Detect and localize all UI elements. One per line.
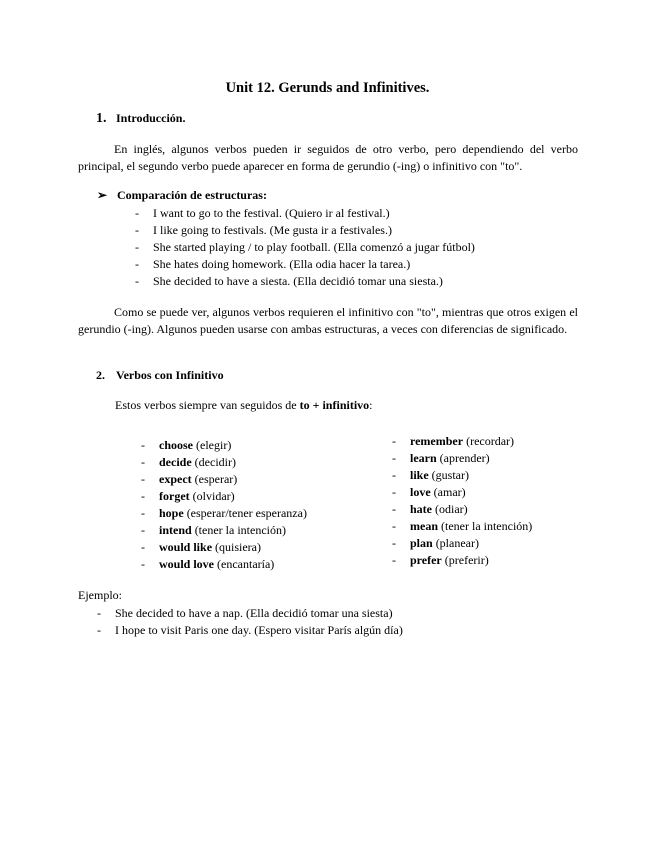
list-item: - would like (quisiera) xyxy=(141,540,261,554)
list-item: - plan (planear) xyxy=(392,536,479,550)
section-1-paragraph: En inglés, algunos verbos pueden ir seguidos de otro verbo, pero dependiendo del verbo principal, el segundo verbo puede aparecer en forma de gerundio (-ing) o infinitivo con "to". xyxy=(78,142,578,173)
list-item: - learn (aprender) xyxy=(392,451,490,465)
list-item: - She started playing / to play football. (Ella comenzó a jugar fútbol) xyxy=(135,240,475,254)
section-2-heading xyxy=(96,368,224,384)
list-item: - I hope to visit Paris one day. (Espero visitar París algún día) xyxy=(97,623,403,637)
section-2-intro: Estos verbos siempre van seguidos de to + infinitivo: xyxy=(115,398,373,412)
section-1-title: Introducción. xyxy=(116,111,186,125)
list-item: - intend (tener la intención) xyxy=(141,523,286,537)
list-item: - hope (esperar/tener esperanza) xyxy=(141,506,307,520)
section-1-heading xyxy=(96,110,185,128)
list-item: - She decided to have a nap. (Ella decidió tomar una siesta) xyxy=(97,606,393,620)
list-item: - She decided to have a siesta. (Ella decidió tomar una siesta.) xyxy=(135,274,443,288)
example-label: Ejemplo: xyxy=(78,588,122,602)
comparison-list xyxy=(135,205,475,290)
section-2-title: Verbos con Infinitivo xyxy=(116,368,224,382)
list-item: - decide (decidir) xyxy=(141,455,236,469)
list-item: - hate (odiar) xyxy=(392,502,468,516)
section-1-number: 1. xyxy=(96,111,107,126)
explanation-paragraph: Como se puede ver, algunos verbos requieren el infinitivo con "to", mientras que otros exigen el gerundio (-ing). Algunos pueden usarse con ambas estructuras, a veces con diferencias de significado. xyxy=(78,305,578,336)
example-list xyxy=(97,605,403,639)
list-item: - choose (elegir) xyxy=(141,438,232,452)
list-item: - forget (olvidar) xyxy=(141,489,235,503)
list-item: - expect (esperar) xyxy=(141,472,238,486)
comparison-title: Comparación de estructuras: xyxy=(117,188,267,202)
list-item: - I want to go to the festival. (Quiero ir al festival.) xyxy=(135,206,390,220)
list-item: - prefer (preferir) xyxy=(392,553,489,567)
list-item: - like (gustar) xyxy=(392,468,469,482)
comparison-heading xyxy=(97,188,267,204)
list-item: - remember (recordar) xyxy=(392,434,515,448)
infinitive-verbs-right-column xyxy=(392,433,533,569)
list-item: - I like going to festivals. (Me gusta ir a festivales.) xyxy=(135,223,392,237)
infinitive-verbs-left-column xyxy=(141,437,307,573)
section-2-number: 2. xyxy=(96,368,105,382)
list-item: - would love (encantaría) xyxy=(141,557,275,571)
list-item: - love (amar) xyxy=(392,485,466,499)
page-title: Unit 12. Gerunds and Infinitives. xyxy=(225,80,430,96)
list-item: - She hates doing homework. (Ella odia hacer la tarea.) xyxy=(135,257,411,271)
arrow-bullet-icon: ➢ xyxy=(97,188,108,202)
list-item: - mean (tener la intención) xyxy=(392,519,533,533)
